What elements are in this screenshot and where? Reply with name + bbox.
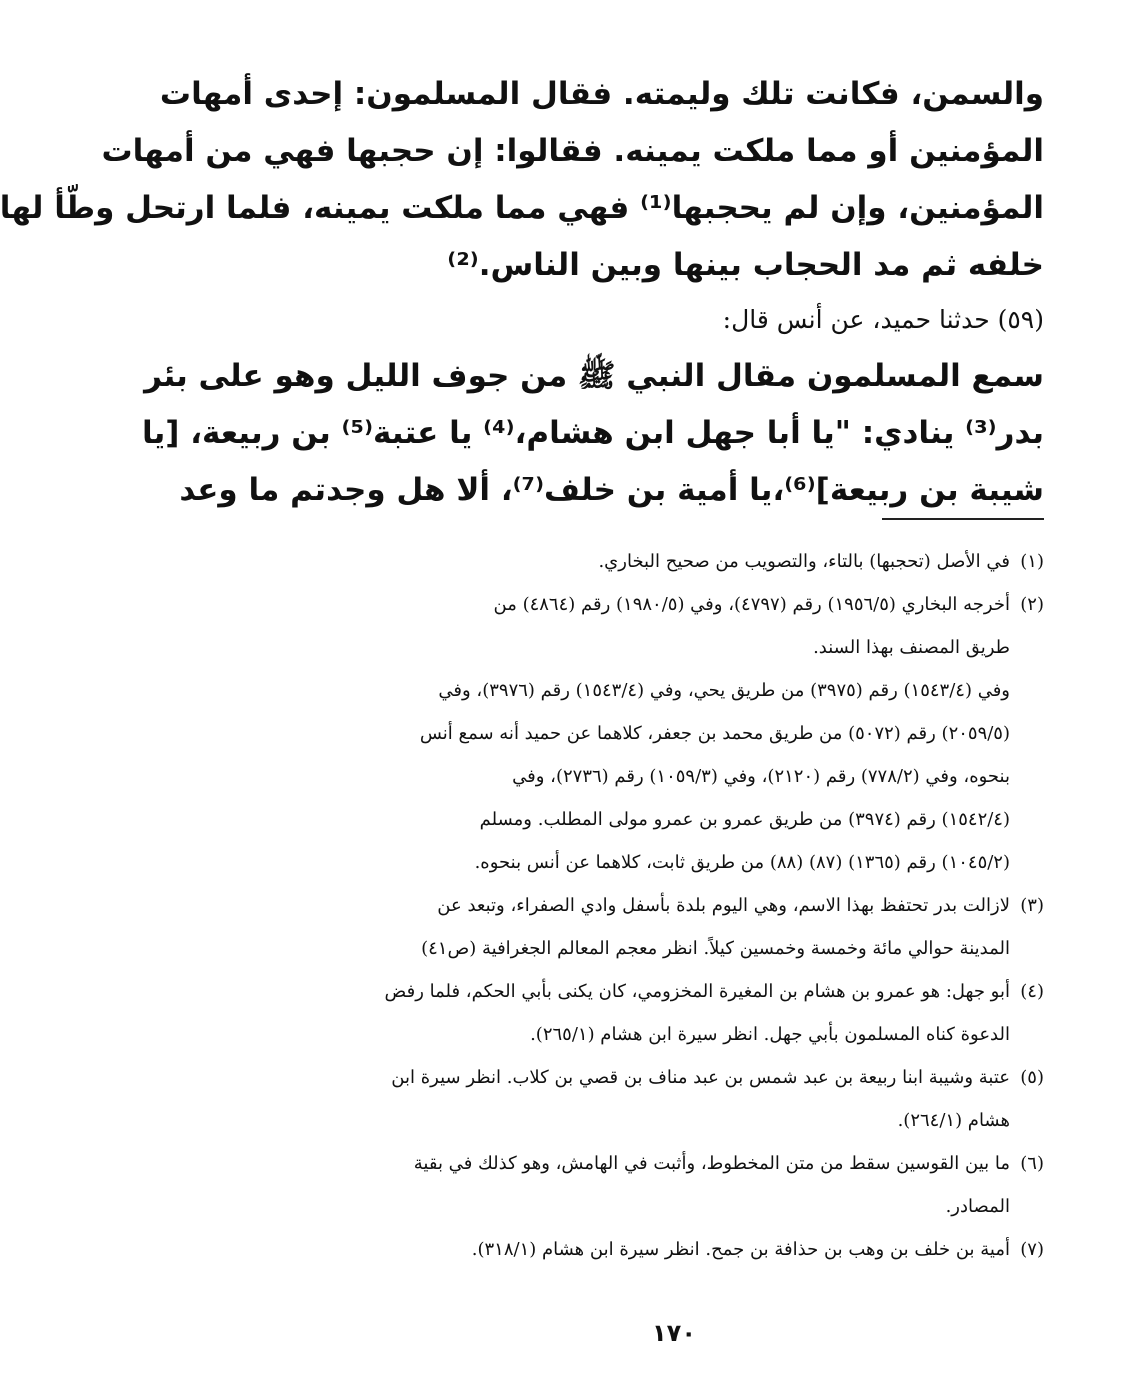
main-text-line: شيبة بن ربيعة]⁽⁶⁾،يا أمية بن خلف⁽⁷⁾، ألا هل وجدتم ما وعد [179,472,1044,508]
footnote-number: (٦) [1020,1153,1044,1174]
footnote-line: هشام (٢٦٤/١). [897,1110,1010,1131]
footnote-line: المصادر. [945,1196,1010,1217]
footnote [304,1142,1044,1228]
main-text-line: خلفه ثم مد الحجاب بينها وبين الناس.⁽²⁾ [447,247,1044,283]
main-text-line: المؤمنين، وإن لم يحجبها⁽¹⁾ فهي مما ملكت يمينه، فلما ارتحل وطّأ لها [0,190,1044,226]
page-number: ١٧٠ [652,1319,696,1347]
footnote-number: (١) [1020,551,1044,572]
footnote-number: (٧) [1020,1239,1044,1260]
footnote [304,884,1044,970]
footnote-line: (٢٠٥٩/٥) رقم (٥٠٧٢) من طريق محمد بن جعفر، كلاهما عن حميد أنه سمع أنس [419,723,1010,744]
footnote-line: المدينة حوالي مائة وخمسة وخمسين كيلاً. انظر معجم المعالم الجغرافية (ص٤١) [421,938,1010,959]
footnote [304,540,1044,583]
footnote-divider [882,518,1044,520]
hadith-header: (٥٩) حدثنا حميد، عن أنس قال: [722,305,1044,334]
footnote [304,1056,1044,1142]
footnotes [304,540,1044,1271]
footnote-line: أبو جهل: هو عمرو بن هشام بن المغيرة المخزومي، كان يكنى بأبي الحكم، فلما رفض [384,981,1010,1002]
footnote-line: لازالت بدر تحتفظ بهذا الاسم، وهي اليوم بلدة بأسفل وادي الصفراء، وتبعد عن [437,895,1010,916]
footnote-line: أخرجه البخاري (١٩٥٦/٥) رقم (٤٧٩٧)، وفي (١٩٨٠/٥) رقم (٤٨٦٤) من [493,594,1010,615]
footnote-line: (١٥٤٢/٤) رقم (٣٩٧٤) من طريق عمرو بن عمرو مولى المطلب. ومسلم [479,809,1010,830]
footnote-number: (٣) [1020,895,1044,916]
footnote-number: (٤) [1020,981,1044,1002]
footnote-line: في الأصل (تحجبها) بالتاء، والتصويب من صحيح البخاري. [598,551,1010,572]
footnote-line: عتبة وشيبة ابنا ربيعة بن عبد شمس بن عبد مناف بن قصي بن كلاب. انظر سيرة ابن [391,1067,1010,1088]
footnote-continuation [304,669,1044,884]
footnote [304,1228,1044,1271]
footnote-line: طريق المصنف بهذا السند. [813,637,1010,658]
footnote-line: أمية بن خلف بن وهب بن حذافة بن جمح. انظر سيرة ابن هشام (٣١٨/١). [471,1239,1010,1260]
main-text-line: والسمن، فكانت تلك وليمته. فقال المسلمون: إحدى أمهات [159,76,1044,112]
footnote-line: الدعوة كناه المسلمون بأبي جهل. انظر سيرة ابن هشام (٢٦٥/١). [530,1024,1010,1045]
main-text-line: سمع المسلمون مقال النبي ﷺ من جوف الليل وهو على بئر [144,358,1044,394]
footnote-line: وفي (١٥٤٣/٤) رقم (٣٩٧٥) من طريق يحي، وفي (١٥٤٣/٤) رقم (٣٩٧٦)، وفي [438,680,1010,701]
footnote-line: بنحوه، وفي (٧٧٨/٢) رقم (٢١٢٠)، وفي (١٠٥٩/٣) رقم (٢٧٣٦)، وفي [512,766,1010,787]
footnote [304,583,1044,669]
footnote-number: (٥) [1020,1067,1044,1088]
footnote [304,970,1044,1056]
main-text [0,66,1044,519]
footnote-line: ما بين القوسين سقط من متن المخطوط، وأثبت في الهامش، وهو كذلك في بقية [413,1153,1010,1174]
footnote-number: (٢) [1020,594,1044,615]
footnote-line: (١٠٤٥/٢) رقم (١٣٦٥) (٨٧) (٨٨) من طريق ثابت، كلاهما عن أنس بنحوه. [474,852,1010,873]
main-text-line: بدر⁽³⁾ ينادي: "يا أبا جهل ابن هشام،⁽⁴⁾ يا عتبة⁽⁵⁾ بن ربيعة، [يا [141,415,1044,451]
main-text-line: المؤمنين أو مما ملكت يمينه. فقالوا: إن حجبها فهي من أمهات [101,133,1044,169]
